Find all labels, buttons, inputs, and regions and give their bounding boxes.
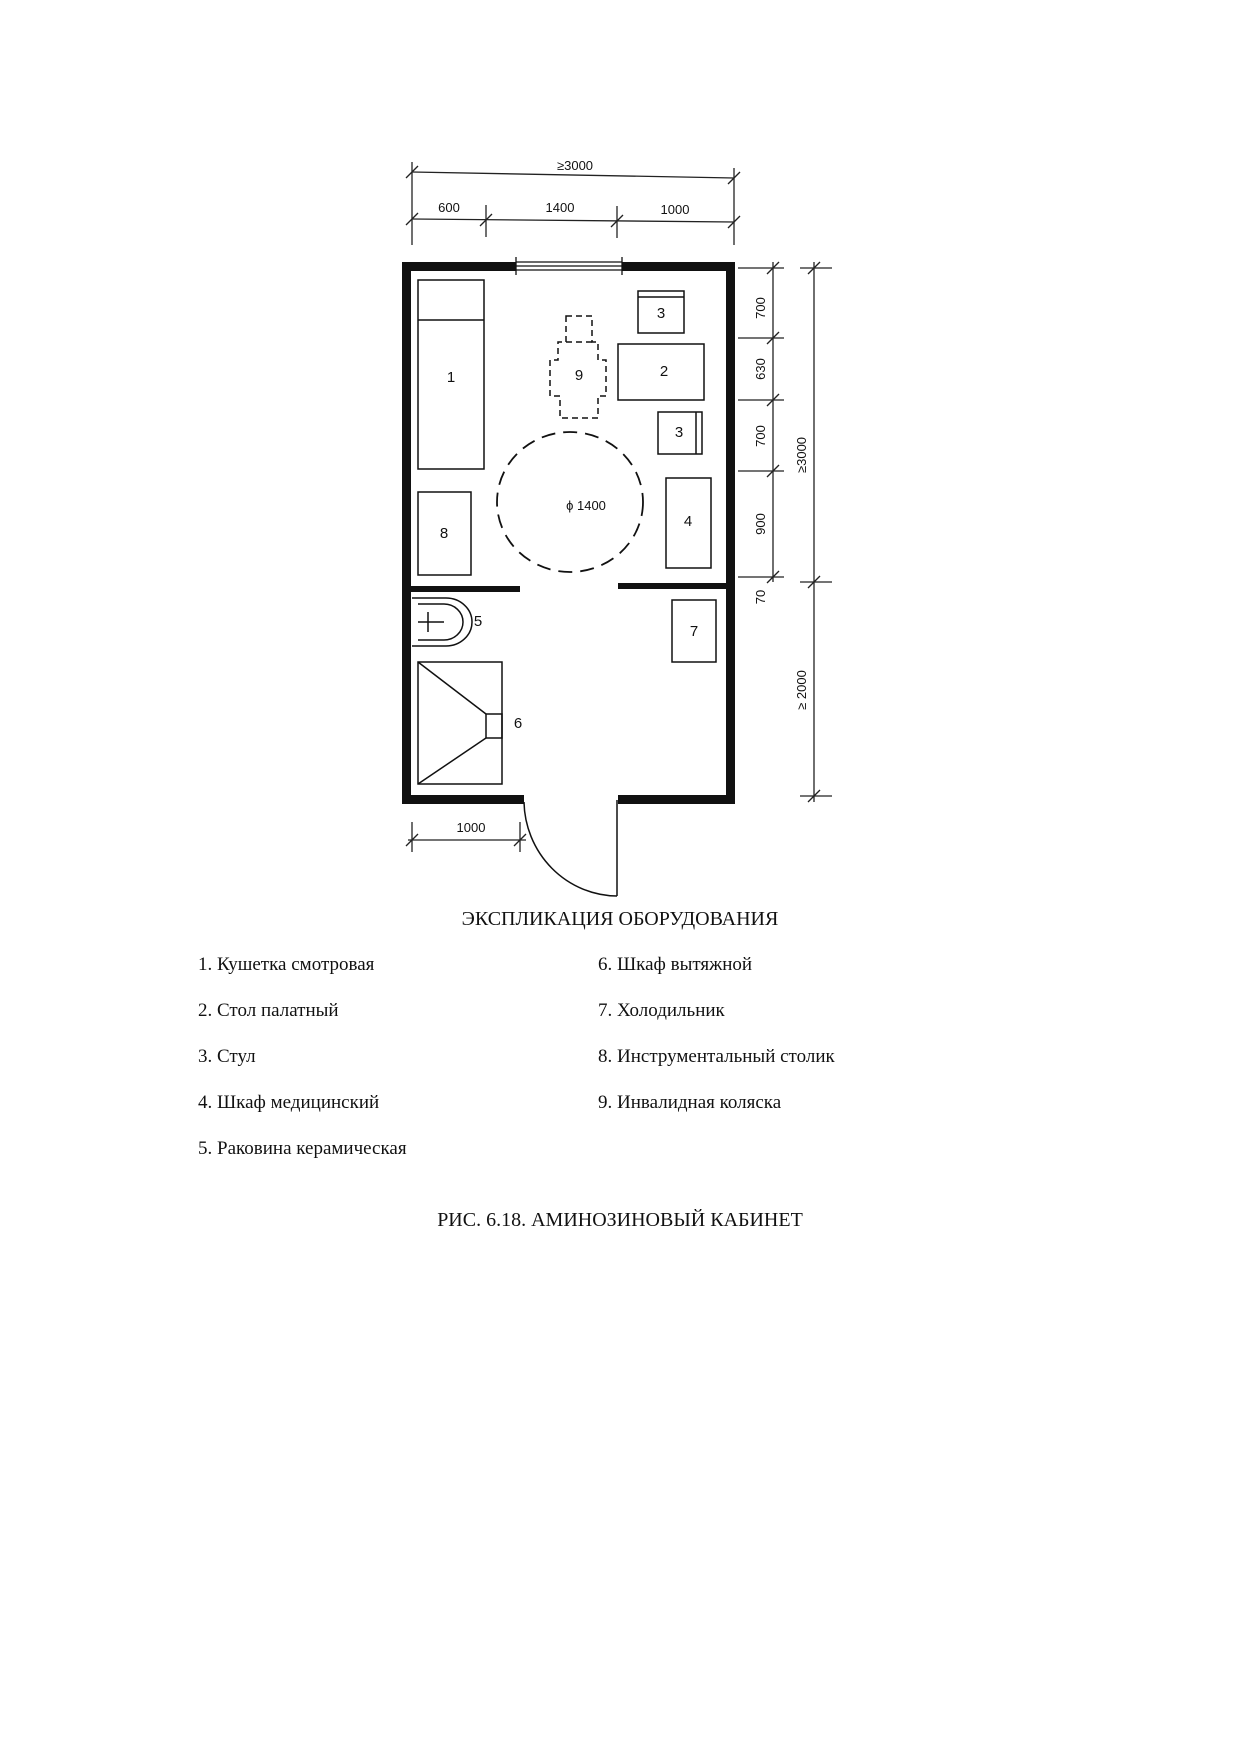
legend-heading: ЭКСПЛИКАЦИЯ ОБОРУДОВАНИЯ: [461, 908, 779, 930]
couch-number: 1: [446, 369, 456, 386]
dim-overall-width: ≥3000: [556, 158, 594, 173]
legend-item: 9. Инвалидная коляска: [598, 1092, 782, 1113]
legend-item: 1. Кушетка смотровая: [198, 954, 375, 975]
legend-item: 4. Шкаф медицинский: [198, 1092, 380, 1113]
door: [524, 800, 617, 896]
legend-item: 2. Стол палатный: [198, 1000, 339, 1021]
dim-width-right: 1000: [660, 202, 690, 217]
legend-item: 8. Инструментальный столик: [598, 1046, 835, 1067]
ward-table-number: 2: [659, 363, 669, 380]
fume-hood: [418, 662, 502, 784]
dim-h1: 700: [753, 297, 768, 319]
ceramic-sink: [412, 598, 472, 646]
legend-item: 5. Раковина керамическая: [198, 1138, 407, 1159]
legend-column-left: [198, 953, 407, 1183]
dim-width-left: 600: [438, 200, 460, 215]
dim-h3: 700: [753, 425, 768, 447]
sink-number: 5: [473, 613, 483, 630]
dim-overall-height: ≥3000: [794, 436, 809, 474]
dim-h4: 900: [753, 513, 768, 535]
dim-lower-height: ≥ 2000: [794, 670, 809, 710]
figure-caption: РИС. 6.18. АМИНОЗИНОВЫЙ КАБИНЕТ: [437, 1209, 803, 1231]
instrument-table-number: 8: [439, 525, 449, 542]
wheelchair-number: 9: [574, 367, 584, 384]
dim-width-mid: 1400: [545, 200, 575, 215]
fume-hood-number: 6: [513, 715, 523, 732]
dim-h2: 630: [753, 358, 768, 380]
medical-cabinet-number: 4: [683, 513, 693, 530]
dim-door-offset: 1000: [456, 820, 486, 835]
window: [516, 257, 622, 275]
chair-bottom-number: 3: [674, 424, 684, 441]
legend-item: 6. Шкаф вытяжной: [598, 954, 753, 975]
refrigerator-number: 7: [689, 623, 699, 640]
legend-item: 7. Холодильник: [598, 1000, 725, 1021]
dim-h5: 70: [753, 589, 768, 605]
legend-column-right: [598, 953, 835, 1137]
chair-top-number: 3: [656, 305, 666, 322]
turning-circle-label: ϕ 1400: [566, 498, 606, 513]
legend-item: 3. Стул: [198, 1046, 256, 1067]
